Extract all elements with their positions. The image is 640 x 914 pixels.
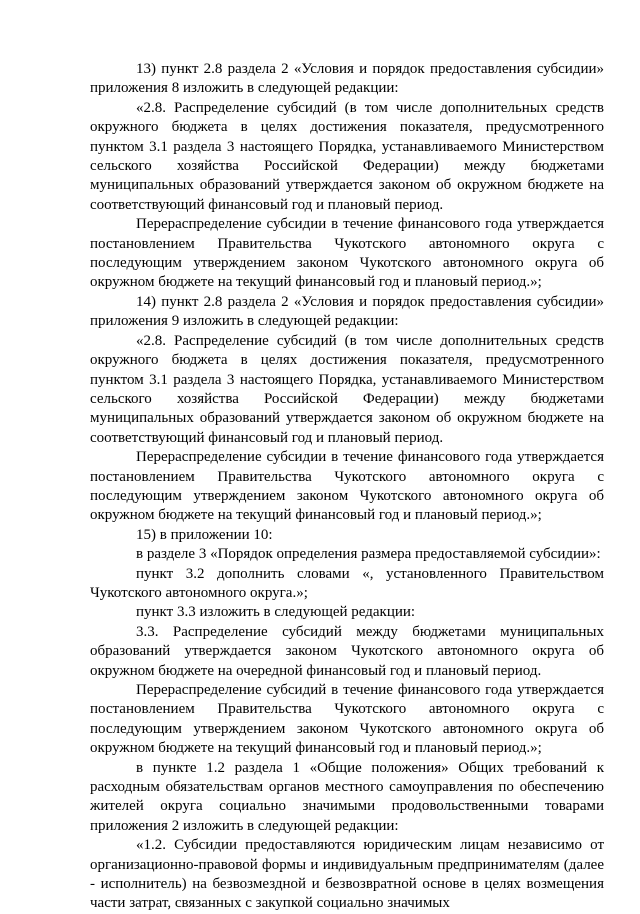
paragraph-item-14: 14) пункт 2.8 раздела 2 «Условия и порядок предоставления субсидии» приложения 9 изложить в следующей редакции: (90, 293, 604, 330)
paragraph-point-3-2: пункт 3.2 дополнить словами «, установленного Правительством Чукотского автономного округа.»; (90, 565, 604, 601)
paragraph-quote-3-3: 3.3. Распределение субсидий между бюджетами муниципальных образований утверждается законом Чукотского автономного округа об окружном бюджете на очередной финансовый год и плановый период. (90, 623, 604, 679)
paragraph-redistribution-appendix-9: Перераспределение субсидии в течение финансового года утверждается постановлением Правительства Чукотского автономного округа с последующим утверждением законом Чукотского автономного округа об окружном бюджете на текущий финансовый год и плановый период.»; (90, 449, 604, 524)
paragraph-section-3: в разделе 3 «Порядок определения размера предоставляемой субсидии»: (136, 546, 601, 563)
paragraph-redistribution-appendix-10: Перераспределение субсидий в течение финансового года утверждается постановлением Правительства Чукотского автономного округа с последующим утверждением законом Чукотского автономного округа об окружном бюджете на текущий финансовый год и плановый период.»; (90, 682, 604, 757)
paragraph-point-1-2: в пункте 1.2 раздела 1 «Общие положения» Общих требований к расходным обязательствам органов местного самоуправления по обеспечению жителей округа социально значимыми продовольственными товарами приложения 2 изложить в следующей редакции: (90, 759, 604, 834)
paragraph-item-13: 13) пункт 2.8 раздела 2 «Условия и порядок предоставления субсидии» приложения 8 изложить в следующей редакции: (90, 61, 604, 97)
paragraph-item-15: 15) в приложении 10: (136, 526, 273, 543)
paragraph-point-3-3: пункт 3.3 изложить в следующей редакции: (136, 604, 416, 621)
paragraph-quote-1-2: «1.2. Субсидии предоставляются юридическим лицам независимо от организационно-правовой формы и индивидуальным предпринимателям (далее - исполнитель) на безвозмездной и безвозвратной основе в целях возмещения части затрат, связанных с закупкой социально значимых (90, 837, 604, 912)
paragraph-quote-2-8-appendix-8: «2.8. Распределение субсидий (в том числе дополнительных средств окружного бюджета в целях достижения показателя, предусмотренного пунктом 3.1 раздела 3 настоящего Порядка, устанавливаемого Министерством сельского хозяйства Российской Федерации) между бюджетами муниципальных образований утверждается законом об окружном бюджете на соответствующий финансовый год и плановый период. (90, 99, 604, 213)
paragraph-quote-2-8-appendix-9: «2.8. Распределение субсидий (в том числе дополнительных средств окружного бюджета в целях достижения показателя, предусмотренного пунктом 3.1 раздела 3 настоящего Порядка, устанавливаемого Министерством сельского хозяйства Российской Федерации) между бюджетами муниципальных образований утверждается законом об окружном бюджете на соответствующий финансовый год и плановый период. (90, 332, 604, 446)
document-page (90, 60, 604, 914)
paragraph-redistribution-appendix-8: Перераспределение субсидии в течение финансового года утверждается постановлением Правительства Чукотского автономного округа с последующим утверждением законом Чукотского автономного округа об окружном бюджете на текущий финансовый год и плановый период.»; (90, 216, 604, 291)
